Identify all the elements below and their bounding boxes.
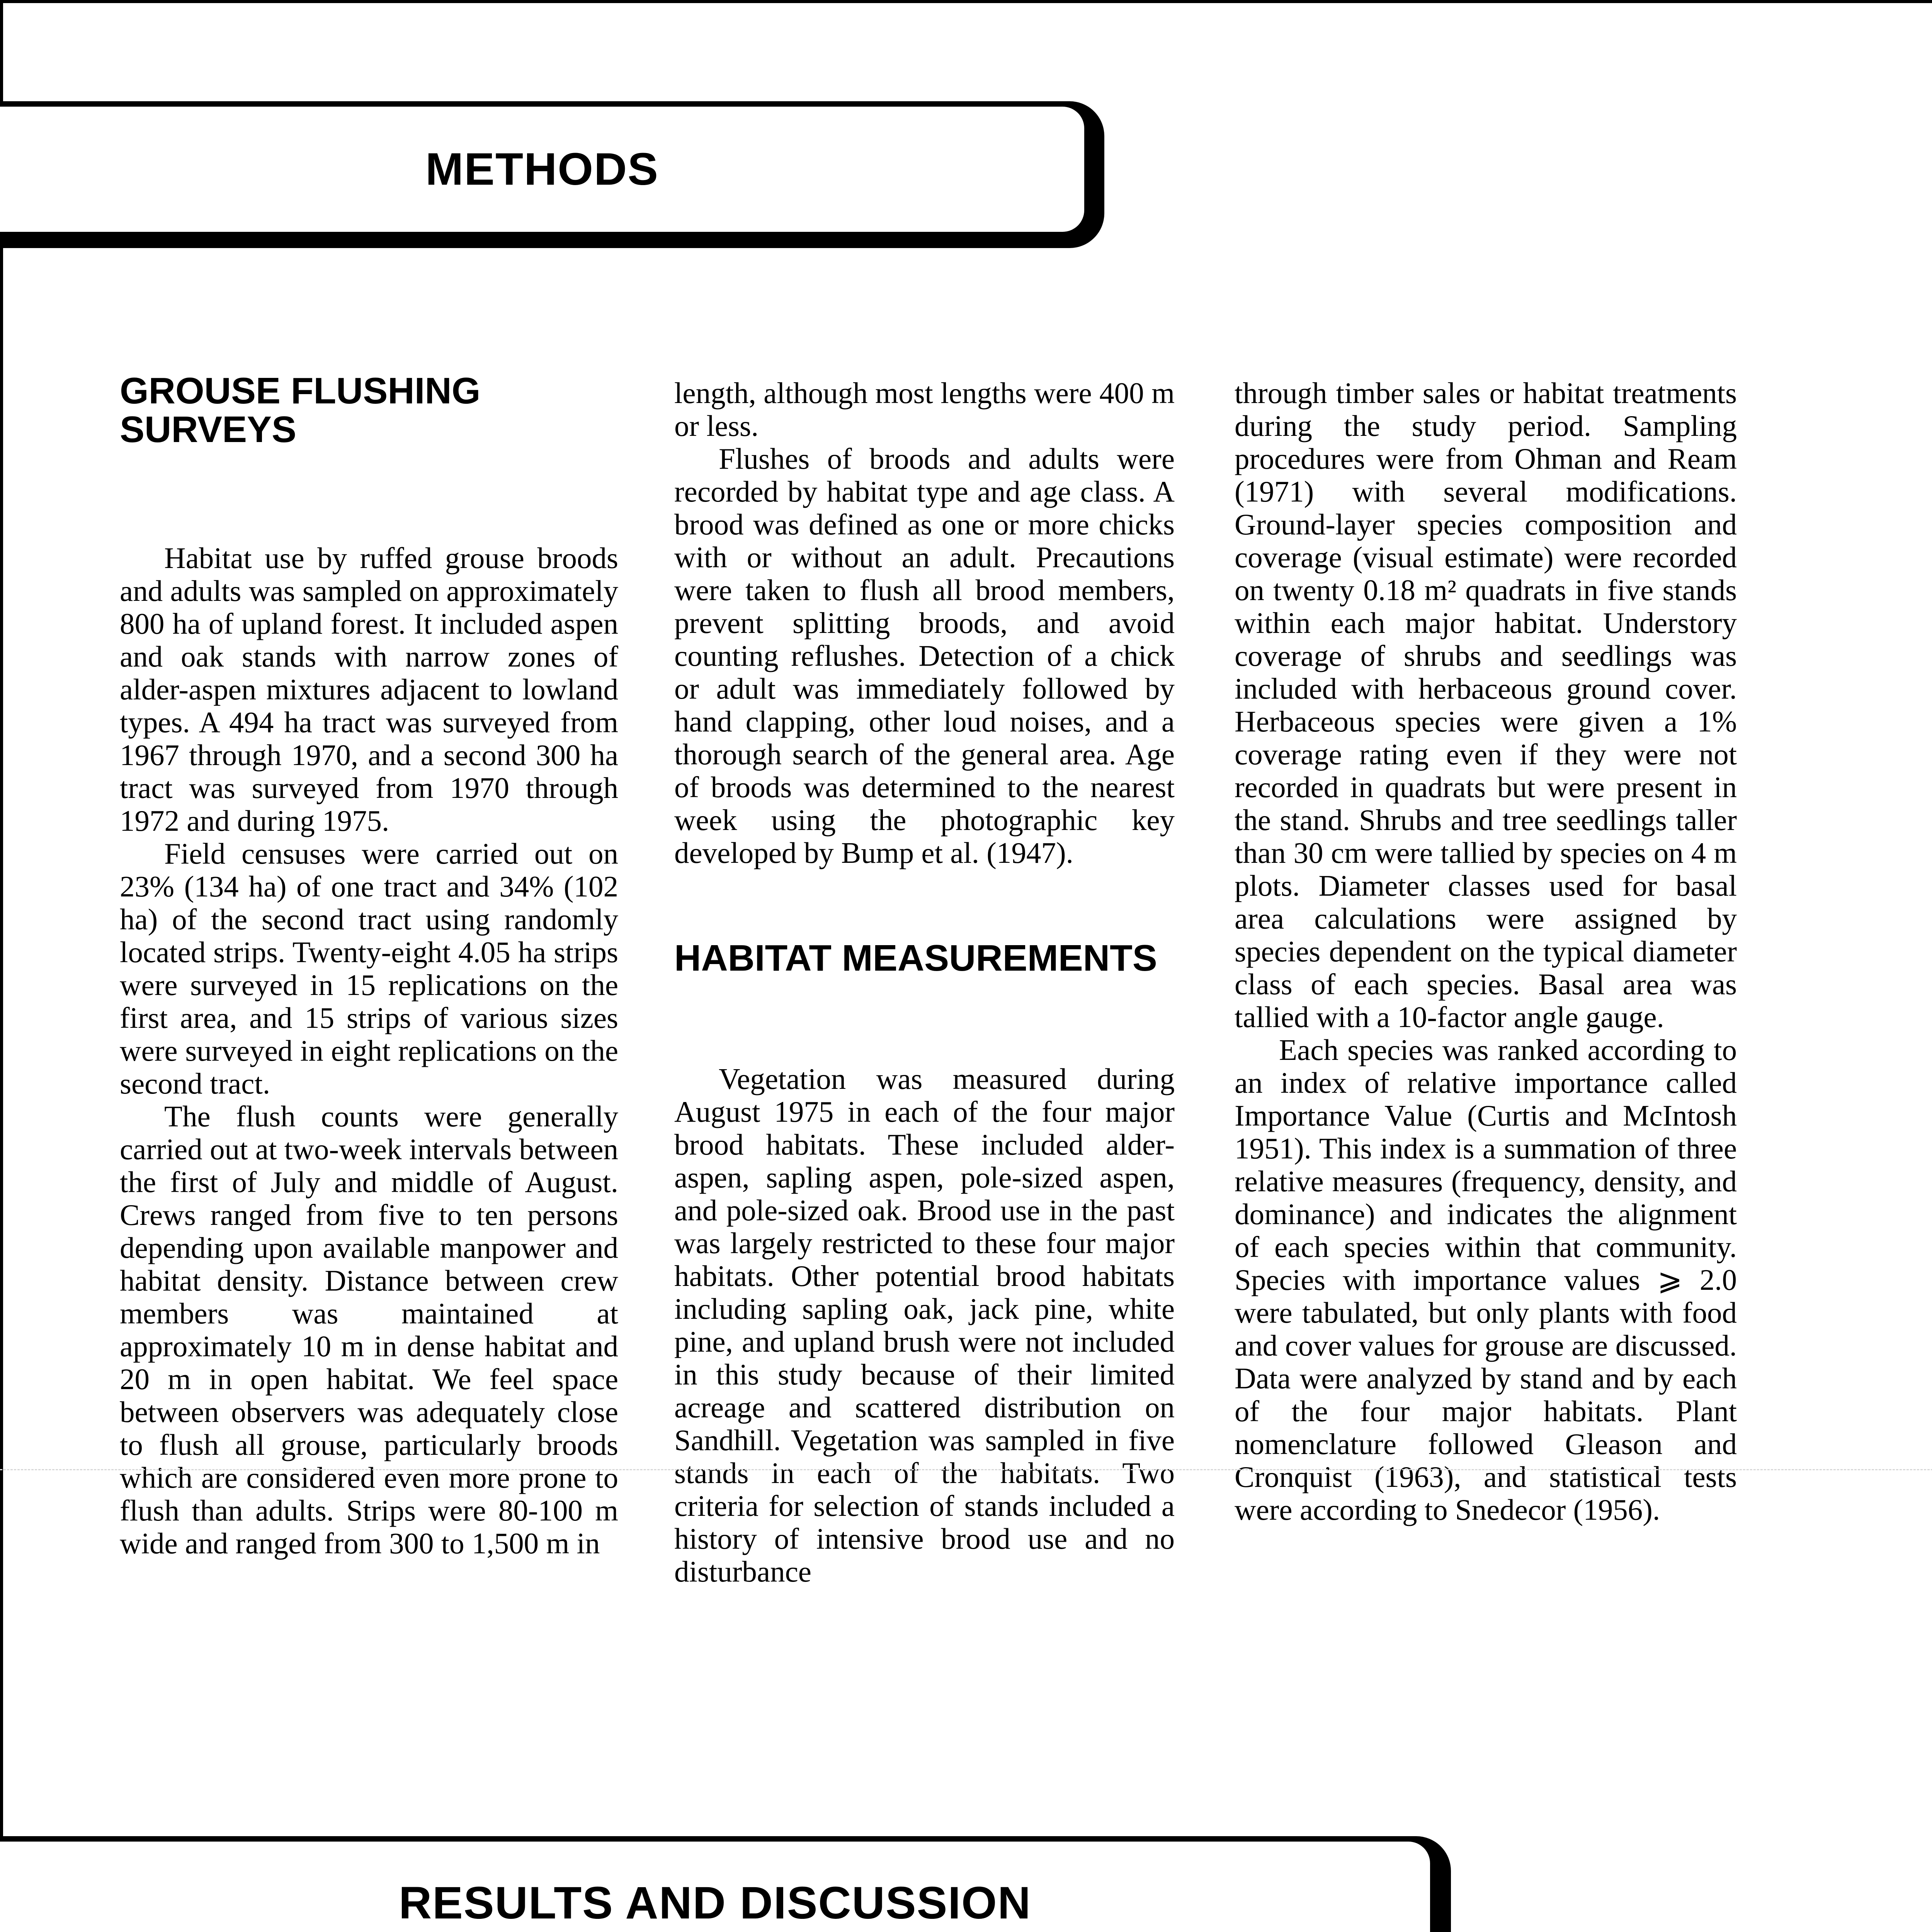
methods-column-3	[1235, 377, 1737, 1526]
paragraph: Field censuses were carried out on 23% (134 ha) of one tract and 34% (102 ha) of the second tract using randomly located strips. Twenty-eight 4.05 ha strips were surveyed in 15 replications on the first area, and 15 strips of various sizes were surveyed in eight replications on the second tract.	[120, 837, 618, 1100]
methods-banner	[0, 101, 1090, 237]
page-top-border	[0, 0, 1932, 3]
grouse-flushing-heading: GROUSE FLUSHING SURVEYS	[120, 370, 481, 450]
paragraph: through timber sales or habitat treatments during the study period. Sampling procedures were from Ohman and Ream (1971) with several modifications. Ground-layer species composition and coverage (visual estimate) were recorded on twenty 0.18 m² quadrats in five stands within each major habitat. Understory coverage of shrubs and seedlings was included with herbaceous ground cover. Herbaceous species were given a 1% coverage rating even if they were not recorded in quadrats but were present in the stand. Shrubs and tree seedlings taller than 30 cm were tallied by species on 4 m plots. Diameter classes used for basal area calculations were assigned by species dependent on the typical diameter class of each species. Basal area was tallied with a 10-factor angle gauge.	[1235, 376, 1737, 1034]
paragraph: Vegetation was measured during August 1975 in each of the four major brood habitats. These included alder-aspen, sapling aspen, pole-sized aspen, and pole-sized oak. Brood use in the past was largely restricted to these four major habitats. Other potential brood habitats including sapling oak, jack pine, white pine, and upland brush were not included in this study because of their limited acreage and scattered distribution on Sandhill. Vegetation was sampled in five stands in each of the habitats. Two criteria for selection of stands included a history of intensive brood use and no disturbance	[674, 1062, 1175, 1588]
paragraph: Flushes of broods and adults were recorded by habitat type and age class. A brood was defined as one or more chicks with or without an adult. Precautions were taken to flush all brood members, prevent splitting broods, and avoid counting reflushes. Detection of a chick or adult was immediately followed by hand clapping, other loud noises, and a thorough search of the general area. Age of broods was determined to the nearest week using the photographic key developed by Bump et al. (1947).	[674, 442, 1175, 869]
results-banner	[0, 1836, 1435, 1932]
paragraph: The flush counts were generally carried out at two-week intervals between the first of July and middle of August. Crews ranged from five to ten persons depending upon available manpower and habitat density. Distance between crew members was maintained at approximately 10 m in dense habitat and 20 m in open habitat. We feel space between observers was adequately close to flush all grouse, particularly broods which are considered even more prone to flush than adults. Strips were 80-100 m wide and ranged from 300 to 1,500 m in	[120, 1100, 618, 1560]
methods-title: METHODS	[425, 144, 659, 195]
habitat-measurements-heading: HABITAT MEASUREMENTS	[674, 937, 1157, 979]
methods-column-1	[120, 372, 618, 1560]
paragraph: Each species was ranked according to an index of relative importance called Importance Value (Curtis and McIntosh 1951). This index is a summation of three relative measures (frequency, density, and dominance) and indicates the alignment of each species within that community. Species with importance values ⩾ 2.0 were tabulated, but only plants with food and cover values for grouse are discussed. Data were analyzed by stand and by each of the four major habitats. Plant nomenclature followed Gleason and Cronquist (1963), and statistical tests were according to Snedecor (1956).	[1235, 1033, 1737, 1526]
page-left-border	[0, 0, 3, 1932]
paragraph: length, although most lengths were 400 m or less.	[674, 376, 1175, 442]
methods-column-2	[674, 377, 1175, 1588]
results-title: RESULTS AND DISCUSSION	[398, 1877, 1032, 1929]
paragraph: Habitat use by ruffed grouse broods and adults was sampled on approximately 800 ha of upland forest. It included aspen and oak stands with narrow zones of alder-aspen mixtures adjacent to lowland types. A 494 ha tract was surveyed from 1967 through 1970, and a second 300 ha tract was surveyed from 1970 through 1972 and during 1975.	[120, 541, 618, 837]
fold-line	[0, 1469, 1932, 1470]
